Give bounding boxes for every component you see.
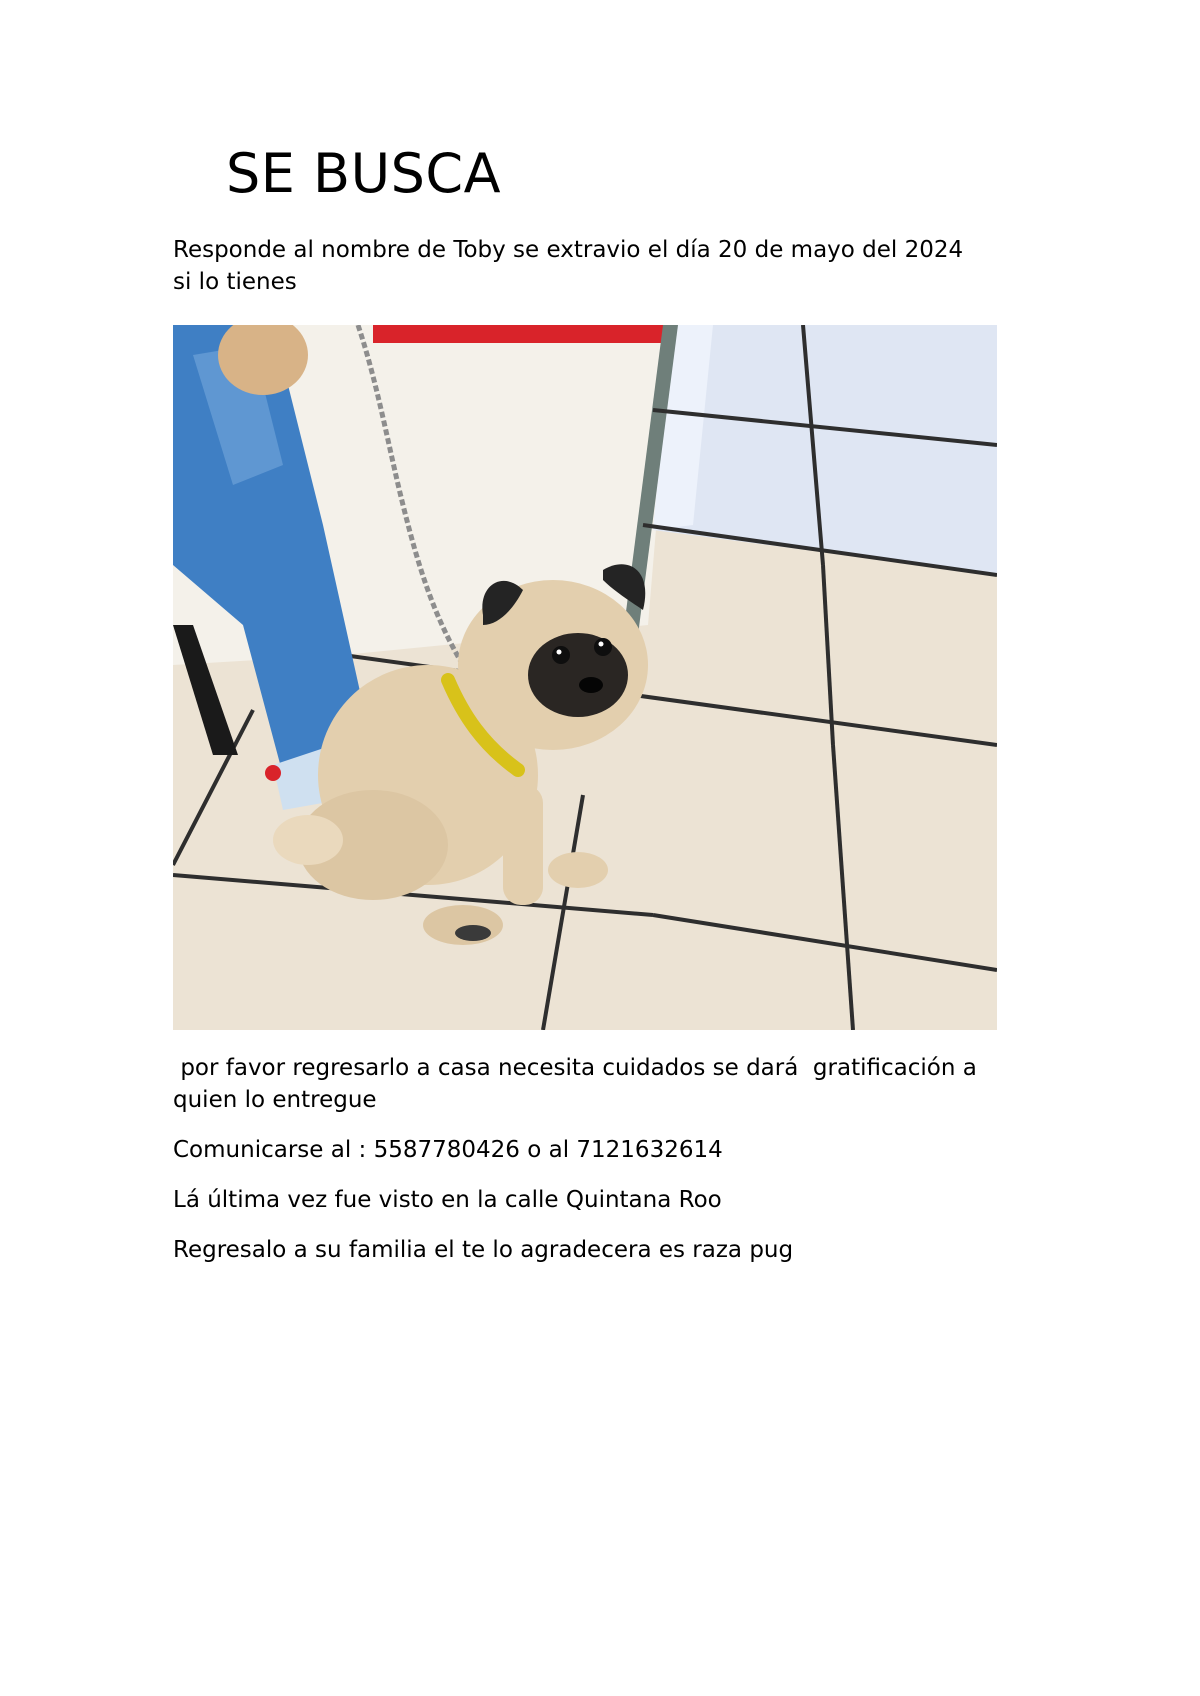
- intro-line-2: si lo tienes: [173, 269, 297, 295]
- dog-front-leg: [503, 785, 543, 905]
- red-band: [373, 325, 673, 343]
- intro-paragraph: [173, 234, 1053, 298]
- dog-photo-illustration: [173, 325, 997, 1030]
- dog-nose: [579, 677, 603, 693]
- request-line-1: por favor regresarlo a casa necesita cuidados se dará gratificación a: [173, 1055, 977, 1081]
- request-line-2: quien lo entregue: [173, 1087, 377, 1113]
- intro-line-1: Responde al nombre de Toby se extravio el día 20 de mayo del 2024: [173, 237, 964, 263]
- dog-photo: [173, 325, 997, 1030]
- dog-tail: [273, 815, 343, 865]
- page-title: SE BUSCA: [226, 142, 502, 205]
- closing-line: Regresalo a su familia el te lo agradecera es raza pug: [173, 1237, 794, 1263]
- request-paragraph: [173, 1052, 1053, 1116]
- dog-eye-right: [594, 638, 612, 656]
- contact-line: Comunicarse al : 5587780426 o al 7121632614: [173, 1137, 723, 1163]
- last-seen-line: Lá última vez fue visto en la calle Quintana Roo: [173, 1187, 722, 1213]
- dog-eye-left: [552, 646, 570, 664]
- dog-mask: [528, 633, 628, 717]
